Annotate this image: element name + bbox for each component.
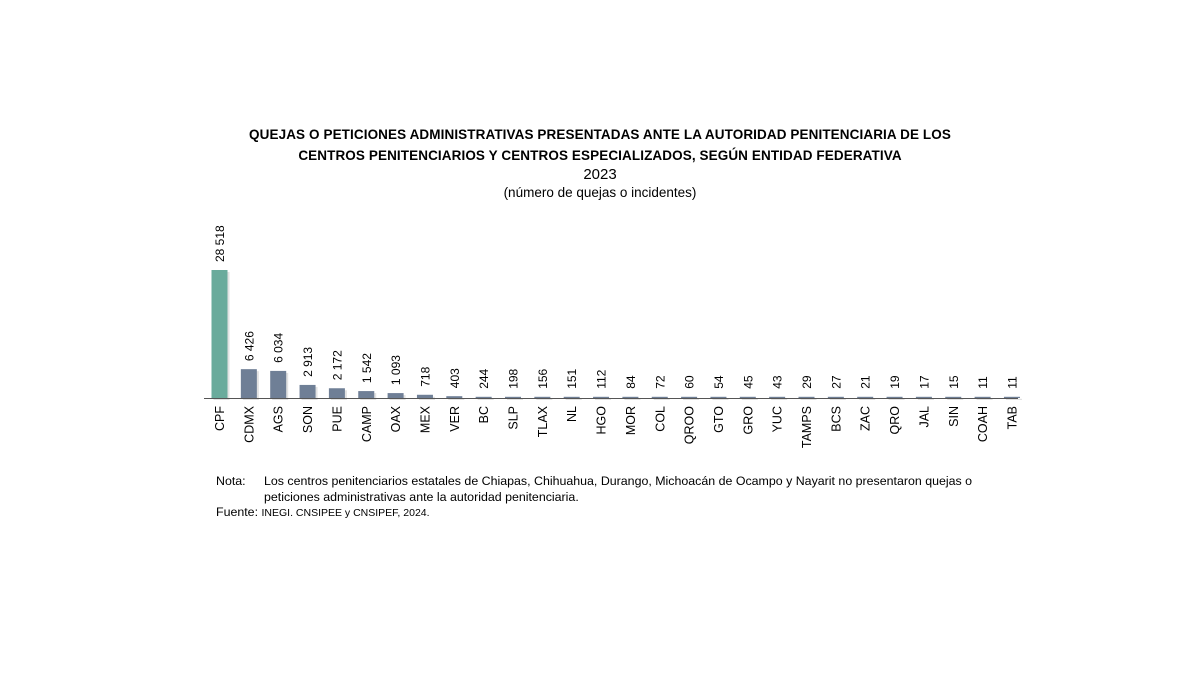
bar-tamps [799,397,815,398]
category-label: OAX [389,406,404,433]
category-label: BCS [829,406,844,432]
category-label: CAMP [359,406,374,443]
category-label: BC [477,406,492,424]
category-label: SON [301,406,316,434]
bar-jal [916,397,932,398]
bar-cpf [212,270,228,398]
category-label: MEX [418,406,433,434]
source-row [216,505,1028,522]
data-label: 43 [770,375,785,389]
bar-nl [564,397,580,398]
source-label: Fuente: [216,505,259,519]
bar-zac [857,397,873,398]
category-label: TAB [1005,406,1020,430]
category-label: JAL [917,406,932,428]
data-label: 27 [829,375,844,389]
bar-sin [945,397,961,398]
category-label: AGS [271,406,286,433]
bar-hgo [593,397,609,398]
data-label: 21 [858,375,873,389]
data-label: 156 [535,368,550,389]
data-label: 403 [447,368,462,389]
category-label: SLP [506,406,521,430]
data-label: 6 426 [242,331,257,362]
data-label: 151 [565,368,580,389]
bar-tlax [534,397,550,398]
category-label: SIN [946,406,961,427]
data-label: 2 172 [330,350,345,381]
bar-camp [358,391,374,398]
data-label: 2 913 [301,346,316,377]
category-label: COL [653,406,668,432]
category-label: NL [565,406,580,422]
category-label: TAMPS [800,406,814,449]
note-row [216,474,1028,505]
data-label: 11 [976,376,991,389]
bar-ver [446,396,462,398]
data-label: 112 [594,369,609,389]
data-label: 17 [917,375,932,389]
data-label: 29 [800,375,814,389]
bar-gro [740,397,756,398]
bar-tab [1004,397,1020,398]
data-label: 11 [1005,376,1020,389]
category-label: PUE [330,406,345,432]
bar-mex [417,395,433,398]
category-label: GRO [741,406,756,435]
data-label: 60 [682,375,697,389]
category-label: QROO [682,406,697,445]
data-label: 15 [946,375,961,389]
data-label: 6 034 [271,332,286,363]
category-label: QRO [888,406,903,435]
bar-yuc [769,397,785,398]
chart-year: 2023 [583,166,617,183]
bar-ags [270,371,286,398]
notes-block [216,474,1028,522]
bar-cdmx [241,369,257,398]
bar-slp [505,397,521,398]
category-label: VER [447,406,462,432]
category-label: COAH [976,406,991,443]
bar-pue [329,388,345,398]
category-label: GTO [711,406,726,433]
bar-bcs [828,397,844,398]
chart-title-line-1: QUEJAS O PETICIONES ADMINISTRATIVAS PRESENTADAS ANTE LA AUTORIDAD PENITENCIARIA DE LOS [249,127,951,142]
bar-mor [622,397,638,398]
bar-qro [887,397,903,398]
category-label: MOR [623,406,638,436]
category-label: ZAC [858,406,873,431]
category-label: CPF [213,406,227,431]
chart-title-line-2: CENTROS PENITENCIARIOS Y CENTROS ESPECIALIZADOS, SEGÚN ENTIDAD FEDERATIVA [298,148,902,163]
chart-subtitle: (número de quejas o incidentes) [503,185,697,200]
bar-col [652,397,668,398]
data-label: 72 [653,375,668,389]
bar-bc [476,397,492,398]
data-label: 1 542 [359,353,374,384]
bar-gto [710,397,726,398]
data-label: 54 [711,375,726,389]
bar-son [300,385,316,398]
note-label: Nota: [216,474,246,488]
data-label: 28 518 [213,225,227,262]
data-label: 84 [623,375,638,389]
data-label: 198 [506,368,521,389]
category-label: YUC [770,406,785,433]
category-label: HGO [594,406,609,435]
bar-coah [975,397,991,398]
data-label: 19 [888,375,903,389]
note-text: Los centros penitenciarios estatales de Chiapas, Chihuahua, Durango, Michoacán de Ocampo y Nayarit no presentaron quejas o peticiones administrativas ante la autoridad penitenciaria. [264,474,973,504]
bar-oax [388,393,404,398]
category-label: CDMX [242,406,257,443]
data-label: 45 [741,375,756,389]
category-label: TLAX [535,406,550,438]
source-text: INEGI. CNSIPEE y CNSIPEF, 2024. [261,507,430,519]
data-label: 244 [477,368,492,389]
data-label: 718 [418,366,433,387]
bar-qroo [681,397,697,398]
data-label: 1 093 [389,355,404,386]
